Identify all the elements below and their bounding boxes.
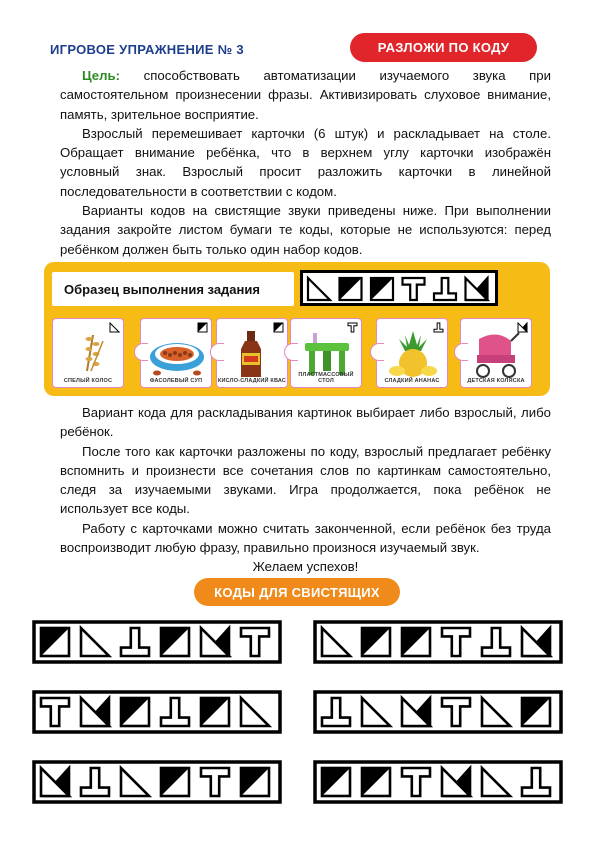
pineapple-icon (383, 327, 441, 381)
card-code-symbol (433, 322, 444, 333)
card-connector (284, 343, 298, 361)
card-caption: ДЕТСКАЯ КОЛЯСКА (467, 378, 525, 384)
wish-text: Желаем успехов! (252, 559, 359, 575)
wheat-icon (59, 327, 117, 381)
card-connector (134, 343, 148, 361)
code-symbol-tri-bl-black (522, 698, 550, 726)
code-symbol-tri-bl-black (371, 278, 393, 300)
card-caption: СПЕЛЫЙ КОЛОС (63, 378, 113, 384)
sample-code-strip (300, 270, 498, 306)
body-paragraph-2: После того как карточки разложены по коду, взрослый предлагает ребёнку вспомнить и произнести все сочетания слов по картинкам самостоятельно, следя за изучаемыми звуками. Игра продолжается, пока ребёнок не использует все коды. (60, 443, 551, 517)
goal-text: способствовать автоматизации изучаемого звука при самостоятельном произнесении фразы. Активизировать слуховое внимание, память, зрительное восприятие. (60, 68, 551, 122)
card-caption: ПЛАСТМАССОВЫЙ СТОЛ (298, 372, 354, 384)
card-connector (454, 343, 468, 361)
code-symbol-tri-bl-black (161, 768, 189, 796)
picture-card (52, 318, 124, 388)
instruction-paragraph-1: Взрослый перемешивает карточки (6 штук) и раскладывает на столе. Обращает внимание ребёнка, что в верхнем углу карточки изображён условный знак. Взрослый просит разложить карточки в линейной последовательности в соответствии с кодом. (60, 125, 551, 199)
stroller-icon (467, 327, 525, 381)
card-code-symbol (273, 322, 284, 333)
code-symbol-tri-bl-black (241, 768, 269, 796)
code-set (32, 620, 282, 664)
code-symbol-tri-bl-black (362, 628, 390, 656)
card-code-symbol (197, 322, 208, 333)
picture-card (216, 318, 288, 388)
picture-card (140, 318, 212, 388)
card-caption: СЛАДКИЙ АНАНАС (384, 378, 440, 384)
card-code-symbol (109, 322, 120, 333)
code-symbol-tri-bl-black (41, 628, 69, 656)
intro-text (60, 66, 551, 259)
instruction-paragraph-2: Варианты кодов на свистящие звуки приведены ниже. При выполнении задания закройте листом бумаги те коды, которые не используются: перед ребёнком должен быть только один набор кодов. (60, 203, 551, 257)
card-connector (370, 343, 384, 361)
code-set (313, 620, 563, 664)
code-set (313, 760, 563, 804)
code-set (313, 690, 563, 734)
picture-card (290, 318, 362, 388)
card-caption: ФАСОЛЕВЫЙ СУП (149, 378, 203, 384)
goal-label: Цель: (82, 68, 121, 83)
sample-label: Образец выполнения задания (52, 272, 294, 306)
card-caption: КИСЛО-СЛАДКИЙ КВАС (217, 378, 287, 384)
bottle-icon (223, 327, 281, 381)
codes-title: КОДЫ ДЛЯ СВИСТЯЩИХ (194, 578, 400, 606)
code-symbol-tri-bl-black (121, 698, 149, 726)
code-symbol-tri-bl-black (402, 628, 430, 656)
picture-card (376, 318, 448, 388)
body-paragraph-3: Работу с карточками можно считать законченной, если ребёнок без труда воспроизводит любую фразу, правильно произнося изучаемый звук. (60, 520, 551, 556)
code-symbol-tri-bl-black (201, 698, 229, 726)
body-paragraph-1: Вариант кода для раскладывания картинок выбирает либо взрослый, либо ребёнок. (60, 405, 551, 440)
soup-icon (147, 327, 205, 381)
picture-card (460, 318, 532, 388)
code-set (32, 690, 282, 734)
exercise-title: ИГРОВОЕ УПРАЖНЕНИЕ № 3 (50, 42, 244, 57)
code-symbol-tri-bl-black (161, 628, 189, 656)
code-symbol-tri-bl-black (362, 768, 390, 796)
card-code-symbol (517, 322, 528, 333)
code-symbol-tri-bl-black (322, 768, 350, 796)
card-code-symbol (347, 322, 358, 333)
exercise-badge: РАЗЛОЖИ ПО КОДУ (350, 33, 537, 62)
code-symbol-tri-bl-black (340, 278, 362, 300)
body-text (60, 403, 551, 577)
goal-paragraph (60, 66, 551, 124)
code-set (32, 760, 282, 804)
card-connector (210, 343, 224, 361)
